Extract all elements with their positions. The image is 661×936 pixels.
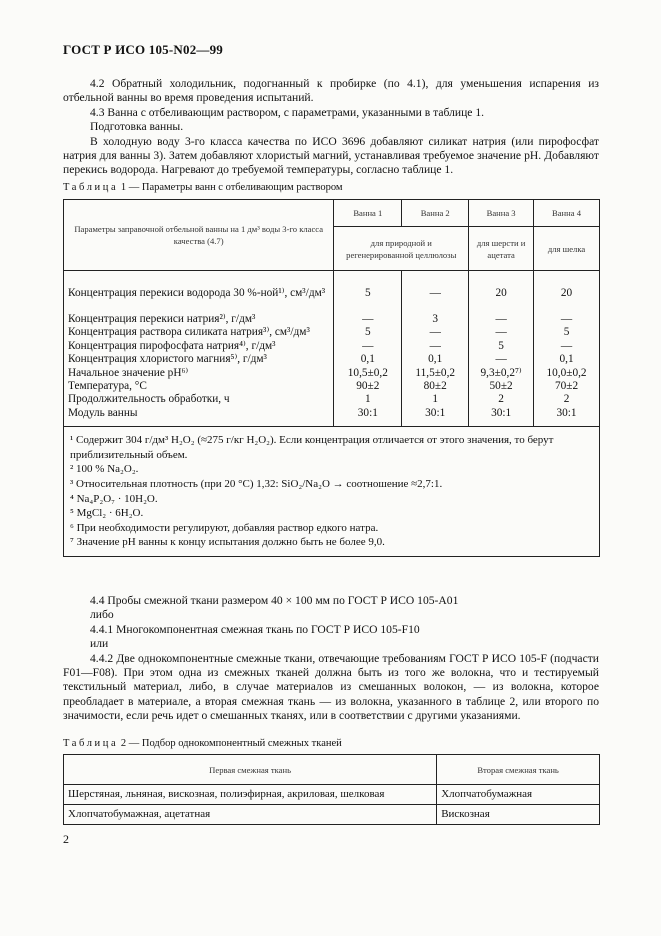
bath-preparation-heading: Подготовка ванны. <box>90 120 184 134</box>
usage-silk: для шелка <box>534 227 600 271</box>
param-name: Температура, °С <box>68 379 147 392</box>
value-cell: 10,0±0,2 <box>546 366 587 379</box>
table-bath-parameters <box>63 199 600 557</box>
first-fabric-header: Первая смежная ткань <box>64 755 437 785</box>
bath-2-values <box>402 271 469 427</box>
clause-4-3: 4.3 Ванна с отбеливающим раствором, с параметрами, указанными в таблице 1. <box>90 105 485 119</box>
param-name: Продолжительность обработки, ч <box>68 393 230 406</box>
value-cell: 2 <box>498 393 504 406</box>
value-cell: 0,1 <box>360 353 375 366</box>
footnote: ³ Относительная плотность (при 20 °С) 1,32: SiO₂/Na₂O → соотношение ≈2,7:1. <box>70 477 443 490</box>
param-column-header: Параметры заправочной отбельной ванны на 1 дм³ воды 3-го класса качества (4.7) <box>64 200 334 271</box>
value-cell: 5 <box>563 326 570 339</box>
value-cell: 2 <box>563 393 570 406</box>
document-header: ГОСТ Р ИСО 105-N02—99 <box>63 42 223 57</box>
value-cell: — <box>495 326 507 339</box>
value-cell: — <box>362 339 374 352</box>
value-cell: — <box>495 313 507 325</box>
table-cell: Шерстяная, льняная, вискозная, полиэфирная, акриловая, шелковая <box>64 785 437 805</box>
value-cell: 90±2 <box>356 379 380 392</box>
value-cell: 3 <box>432 313 439 325</box>
table-cell: Вискозная <box>437 805 600 825</box>
clause-4-4-2: 4.4.2 Две однокомпонентные смежные ткани, отвечающие требованиям ГОСТ Р ИСО 105-F (подчасти F01—F08). При этом одна из смежных тканей должна быть из того же волокна, что и тестируемый текстильный материал, либо, в случае материалов из смешанных волокон, — из волокна, которое преобладает в материале, а вторая смежная ткань — из волокна, указанного в таблице 2, или второго по значимости, если речь идет о смешанных тканях, или в соответствии с другими указаниями. <box>63 651 599 723</box>
usage-cellulose: для природной и регенерированной целлюлозы <box>334 227 469 271</box>
connector-or: или <box>90 637 109 651</box>
value-cell: 80±2 <box>423 379 447 392</box>
bath-3-header: Ванна 3 <box>469 200 534 227</box>
bath-1-values <box>334 271 402 427</box>
bath-2-header: Ванна 2 <box>402 200 469 227</box>
table1-footnotes <box>64 427 600 557</box>
value-cell: — <box>429 287 441 299</box>
table1-caption-word: Таблица <box>63 182 119 193</box>
footnote: ⁴ Na₄P₂O₇ · 10H₂O. <box>70 492 158 505</box>
table1-caption-number: 1 <box>120 182 127 193</box>
value-cell: — <box>495 353 507 366</box>
clause-4-4: 4.4 Пробы смежной ткани размером 40 × 100 мм по ГОСТ Р ИСО 105-А01 <box>90 594 459 607</box>
value-cell: 20 <box>495 287 507 299</box>
table1-caption <box>63 182 343 193</box>
table-adjacent-fabrics <box>63 754 600 825</box>
page-number: 2 <box>63 832 69 846</box>
value-cell: 5 <box>498 339 504 352</box>
value-cell: — <box>560 339 573 352</box>
table2-caption-word: Таблица <box>63 738 119 749</box>
section-4-4 <box>63 594 599 724</box>
value-cell: 5 <box>364 326 371 339</box>
param-name: Концентрация хлористого магния⁵⁾, г/дм³ <box>68 353 267 366</box>
value-cell: 1 <box>432 393 439 406</box>
footnote: ¹ Содержит 304 г/дм³ H₂O₂ (≈275 г/кг H₂O₂). Если концентрация отличается от этого значения, то берут приблизительный объем. <box>70 434 554 461</box>
value-cell: 10,5±0,2 <box>347 366 388 379</box>
value-cell: — <box>429 326 441 339</box>
value-cell: 9,3±0,2⁷⁾ <box>480 366 522 379</box>
usage-wool-acetate: для шерсти и ацетата <box>469 227 534 271</box>
table2-caption-number: 2 <box>120 738 127 749</box>
value-cell: 50±2 <box>489 379 513 392</box>
intro-text <box>63 77 599 178</box>
footnote: ⁵ MgCl₂ · 6H₂O. <box>70 507 144 520</box>
bath-1-header: Ванна 1 <box>334 200 402 227</box>
value-cell: 0,1 <box>559 353 574 366</box>
value-cell: 70±2 <box>554 379 579 392</box>
second-fabric-header: Вторая смежная ткань <box>437 755 600 785</box>
value-cell: 11,5±0,2 <box>415 366 456 379</box>
param-name: Концентрация перекиси водорода 30 %-ной¹⁾, см³/дм³ <box>68 287 326 299</box>
bath-4-header: Ванна 4 <box>534 200 600 227</box>
bath-4-values <box>534 271 600 427</box>
value-cell: 30:1 <box>556 406 577 419</box>
value-cell: 5 <box>364 287 371 299</box>
param-names-column <box>64 271 334 427</box>
param-name: Концентрация перекиси натрия²⁾, г/дм³ <box>68 313 256 325</box>
value-cell: 30:1 <box>425 406 446 419</box>
value-cell: 0,1 <box>428 353 443 366</box>
value-cell: 30:1 <box>357 406 378 419</box>
value-cell: 20 <box>560 287 573 299</box>
table1-caption-text: — Параметры ванн с отбеливающим раствором <box>126 182 343 193</box>
value-cell: — <box>429 339 441 352</box>
param-name: Концентрация пирофосфата натрия⁴⁾, г/дм³ <box>68 339 276 352</box>
value-cell: 1 <box>364 393 371 406</box>
clause-4-2: 4.2 Обратный холодильник, подогнанный к пробирке (по 4.1), для уменьшения испарения из отбельной ванны во время проведения испытаний. <box>63 77 599 105</box>
bath-3-values <box>469 271 534 427</box>
connector-either: либо <box>90 608 114 622</box>
footnote: ⁷ Значение pH ванны к концу испытания должно быть не более 9,0. <box>70 536 385 549</box>
bath-preparation-text: В холодную воду 3-го класса качества по ИСО 3696 добавляют силикат натрия (или пирофосфат натрия для ванны 3). Затем добавляют хлористый магний, устанавливая требуемое значение pH. Добавляют перекись водорода. Нагревают до требуемой температуры, согласно таблице 1. <box>63 134 599 177</box>
value-cell: — <box>362 313 374 325</box>
table-cell: Хлопчатобумажная <box>437 785 600 805</box>
footnote: ² 100 % Na₂O₂. <box>70 463 139 476</box>
value-cell: — <box>560 313 573 325</box>
table2-caption-text: — Подбор однокомпонентный смежных тканей <box>126 738 342 749</box>
param-name: Модуль ванны <box>68 406 138 419</box>
table2-caption <box>63 738 342 749</box>
param-name: Начальное значение pH⁶⁾ <box>68 366 189 379</box>
param-name: Концентрация раствора силиката натрия³⁾, см³/дм³ <box>68 326 310 339</box>
table-cell: Хлопчатобумажная, ацетатная <box>64 805 437 825</box>
footnote: ⁶ При необходимости регулируют, добавляя раствор едкого натра. <box>70 521 379 534</box>
clause-4-4-1: 4.4.1 Многокомпонентная смежная ткань по ГОСТ Р ИСО 105-F10 <box>90 622 420 636</box>
value-cell: 30:1 <box>491 406 512 419</box>
